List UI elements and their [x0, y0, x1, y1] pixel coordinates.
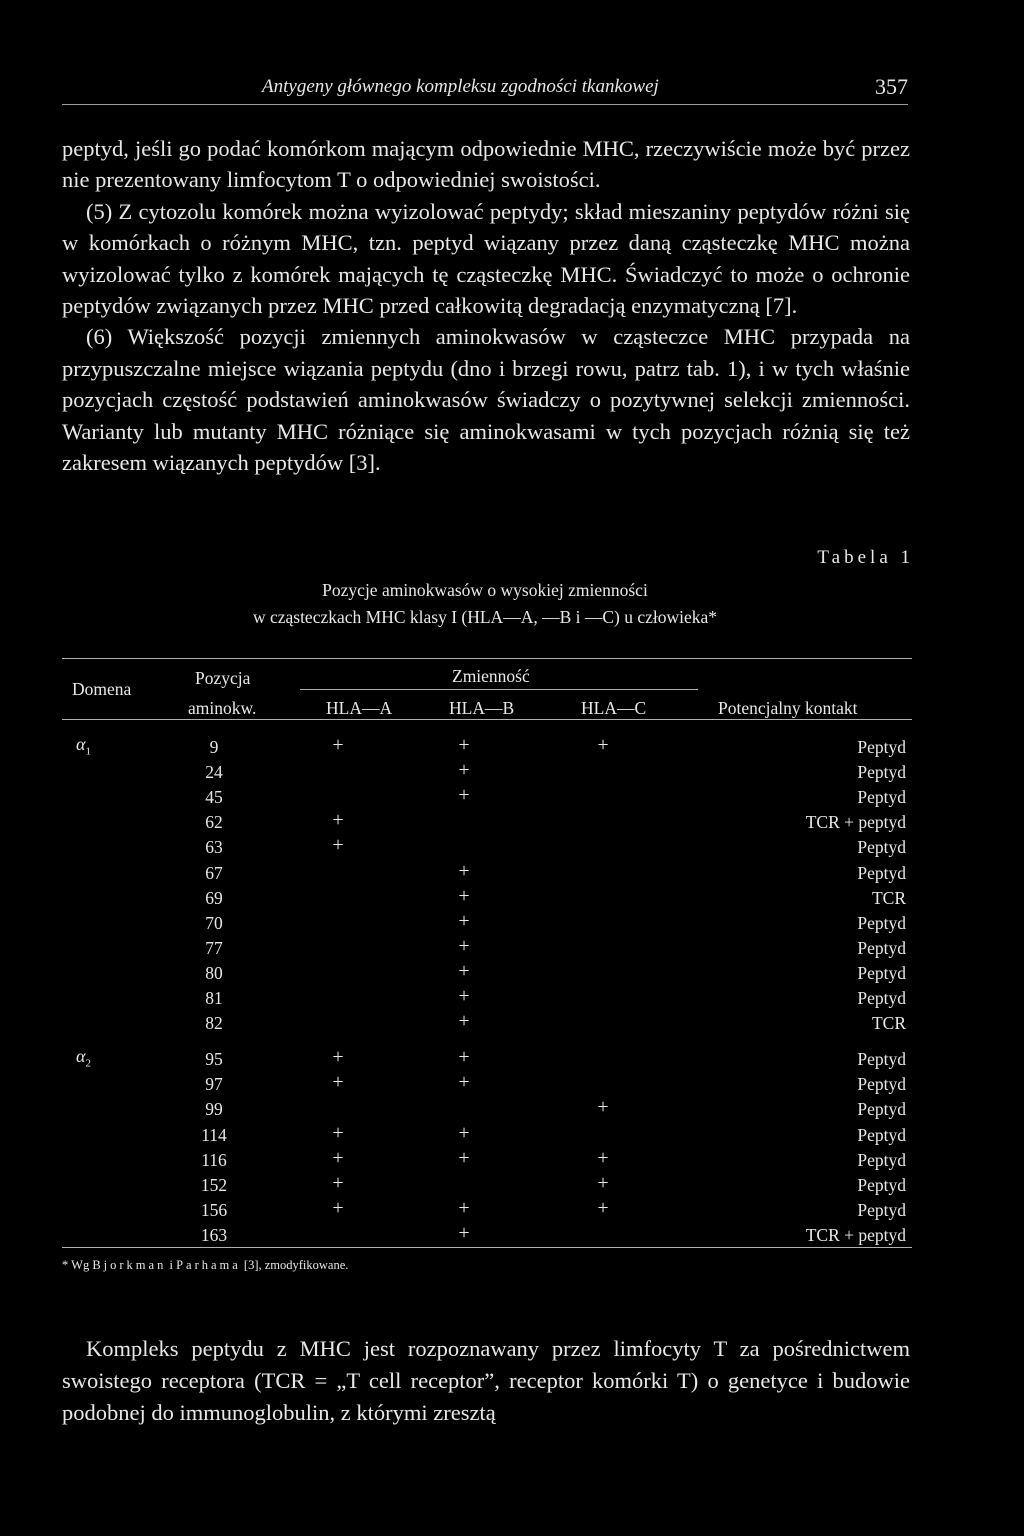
cell-contact: Peptyd [857, 1074, 906, 1095]
cell-contact: Peptyd [857, 1149, 906, 1170]
cell-hla-b-plus: + [458, 734, 470, 756]
cell-hla-a-plus: + [332, 1146, 344, 1169]
cell-contact: TCR [871, 1013, 906, 1034]
domain-symbol [76, 1046, 91, 1070]
header-domain: Domena [72, 679, 132, 699]
cell-hla-b-plus: + [458, 1010, 470, 1033]
cell-hla-b-plus: + [458, 934, 470, 957]
table-caption-line-1: Pozycje aminokwasów o wysokiej zmienności [322, 580, 648, 600]
table-top-rule [62, 658, 912, 659]
table-caption-line-2: w cząsteczkach MHC klasy I (HLA—A, —B i —C) u człowieka* [252, 607, 718, 627]
paragraph: Kompleks peptydu z MHC jest rozpoznawany przez limfocyty T za pośrednictwem swoistego receptora (TCR = „T cell receptor”, receptor komórki T) o genetyce i budowie podobnej do immunoglobulin, z którymi zresztą [62, 1336, 910, 1425]
cell-contact: Peptyd [857, 937, 906, 958]
cell-position: 81 [205, 988, 223, 1008]
domain-symbol-letter: α [76, 1046, 86, 1067]
cell-hla-b-plus: + [458, 909, 470, 932]
cell-position: 70 [205, 912, 223, 933]
cell-hla-b-plus: + [458, 1071, 470, 1094]
cell-hla-b-plus: + [458, 859, 470, 882]
paragraph: peptyd, jeśli go podać komórkom mającym odpowiednie MHC, rzeczywiście może być przez nie prezentowany limfocytom T o odpowiedniej swoistości. [62, 136, 910, 193]
cell-hla-b-plus: + [458, 884, 470, 907]
domain-symbol [76, 734, 91, 758]
cell-hla-b-plus: + [458, 1196, 470, 1219]
table-bottom-rule [62, 1247, 912, 1248]
header-position-2: aminokw. [188, 698, 257, 718]
page-number: 357 [875, 74, 908, 99]
cell-hla-a-plus: + [332, 734, 344, 756]
cell-hla-a-plus: + [332, 1071, 344, 1094]
cell-position: 116 [201, 1149, 227, 1170]
footnote-prefix: * Wg [62, 1258, 90, 1272]
cell-contact: Peptyd [857, 1049, 906, 1070]
header-position: Pozycja [195, 668, 251, 688]
footnote-author: Parhama [176, 1258, 241, 1272]
cell-contact: Peptyd [857, 837, 906, 858]
domain-symbol-index: 2 [85, 1057, 91, 1070]
cell-hla-c-plus: + [597, 1146, 609, 1169]
cell-position: 67 [205, 862, 223, 883]
body-text-bottom [62, 1333, 910, 1429]
cell-hla-b-plus: + [458, 759, 470, 782]
header-hla-b: HLA—B [449, 698, 515, 718]
header-contact: Potencjalny kontakt [718, 698, 858, 718]
cell-position: 69 [205, 887, 223, 908]
cell-hla-a-plus: + [332, 1046, 344, 1069]
cell-contact: Peptyd [857, 1199, 906, 1220]
header-variability: Zmienność [452, 666, 530, 686]
domain-symbol-letter: α [76, 734, 86, 754]
cell-position: 163 [200, 1224, 228, 1245]
cell-hla-a-plus: + [332, 1171, 344, 1194]
footnote-join: i [169, 1258, 173, 1272]
cell-hla-c-plus: + [597, 1196, 609, 1219]
cell-contact: Peptyd [857, 912, 906, 933]
cell-hla-c-plus: + [597, 1171, 609, 1194]
cell-position: 80 [205, 962, 223, 983]
cell-contact: Peptyd [857, 1124, 906, 1145]
cell-contact: Peptyd [857, 1174, 906, 1195]
cell-contact: Peptyd [857, 737, 906, 757]
cell-contact: TCR [871, 887, 906, 908]
table-label: Tabela 1 [817, 547, 914, 568]
paragraph: (5) Z cytozolu komórek można wyizolować peptydy; skład mieszaniny peptydów różni się w komórkach o różnym MHC, tzn. peptyd wiązany przez daną cząsteczkę MHC można wyizolować tylko z komórek mających tę cząsteczkę MHC. Świadczyć to może o ochronie peptydów związanych przez MHC przed całkowitą degradacją enzymatyczną [7]. [62, 198, 910, 319]
cell-contact: TCR + peptyd [805, 1224, 906, 1245]
header-hla-c: HLA—C [581, 698, 647, 718]
cell-position: 77 [205, 937, 223, 958]
header-hla-a: HLA—A [326, 698, 393, 718]
cell-position: 82 [205, 1013, 223, 1034]
cell-hla-b-plus: + [458, 1221, 470, 1244]
cell-hla-b-plus: + [458, 1046, 470, 1069]
footnote-author: Bjorkman [92, 1258, 167, 1272]
cell-position: 152 [200, 1174, 228, 1195]
domain-symbol-index: 1 [85, 745, 91, 758]
variability-underline [300, 689, 698, 690]
cell-hla-b-plus: + [458, 784, 470, 807]
cell-hla-c-plus: + [597, 1096, 609, 1119]
cell-position: 114 [201, 1124, 227, 1145]
cell-hla-c-plus: + [597, 734, 609, 756]
cell-position: 24 [205, 762, 223, 783]
cell-position: 97 [205, 1074, 223, 1095]
running-header [62, 74, 908, 105]
cell-hla-a-plus: + [332, 834, 344, 857]
cell-hla-b-plus: + [458, 1146, 470, 1169]
cell-position: 63 [205, 837, 223, 858]
cell-hla-b-plus: + [458, 959, 470, 982]
cell-position: 62 [205, 812, 223, 833]
cell-position: 95 [205, 1049, 223, 1070]
footnote-suffix: [3], zmodyfikowane. [243, 1258, 349, 1272]
header-bottom-rule [62, 719, 912, 720]
cell-position: 9 [209, 737, 219, 757]
cell-contact: Peptyd [857, 1099, 906, 1120]
running-title: Antygeny głównego kompleksu zgodności tkankowej [262, 76, 659, 97]
cell-contact: Peptyd [857, 988, 906, 1008]
cell-hla-b-plus: + [458, 1121, 470, 1144]
cell-hla-a-plus: + [332, 1121, 344, 1144]
paragraph: (6) Większość pozycji zmiennych aminokwasów w cząsteczce MHC przypada na przypuszczalne miejsce wiązania peptydu (dno i brzegi rowu, patrz tab. 1), i w tych właśnie pozycjach częstość podstawień aminokwasów świadczy o pozytywnej selekcji zmienności. Warianty lub mutanty MHC różniące się aminokwasami w tych pozycjach różnią się też zakresem wiązanych peptydów [3]. [62, 324, 910, 476]
cell-hla-a-plus: + [332, 1196, 344, 1219]
cell-position: 45 [205, 787, 223, 808]
cell-hla-b-plus: + [458, 985, 470, 1007]
cell-hla-a-plus: + [332, 809, 344, 832]
cell-contact: Peptyd [857, 762, 906, 783]
body-text-top [62, 133, 910, 478]
cell-position: 156 [200, 1199, 228, 1220]
cell-contact: Peptyd [857, 962, 906, 983]
cell-position: 99 [205, 1099, 223, 1120]
table-footnote [62, 1258, 348, 1273]
cell-contact: Peptyd [857, 862, 906, 883]
cell-contact: Peptyd [857, 787, 906, 808]
cell-contact: TCR + peptyd [805, 812, 906, 833]
